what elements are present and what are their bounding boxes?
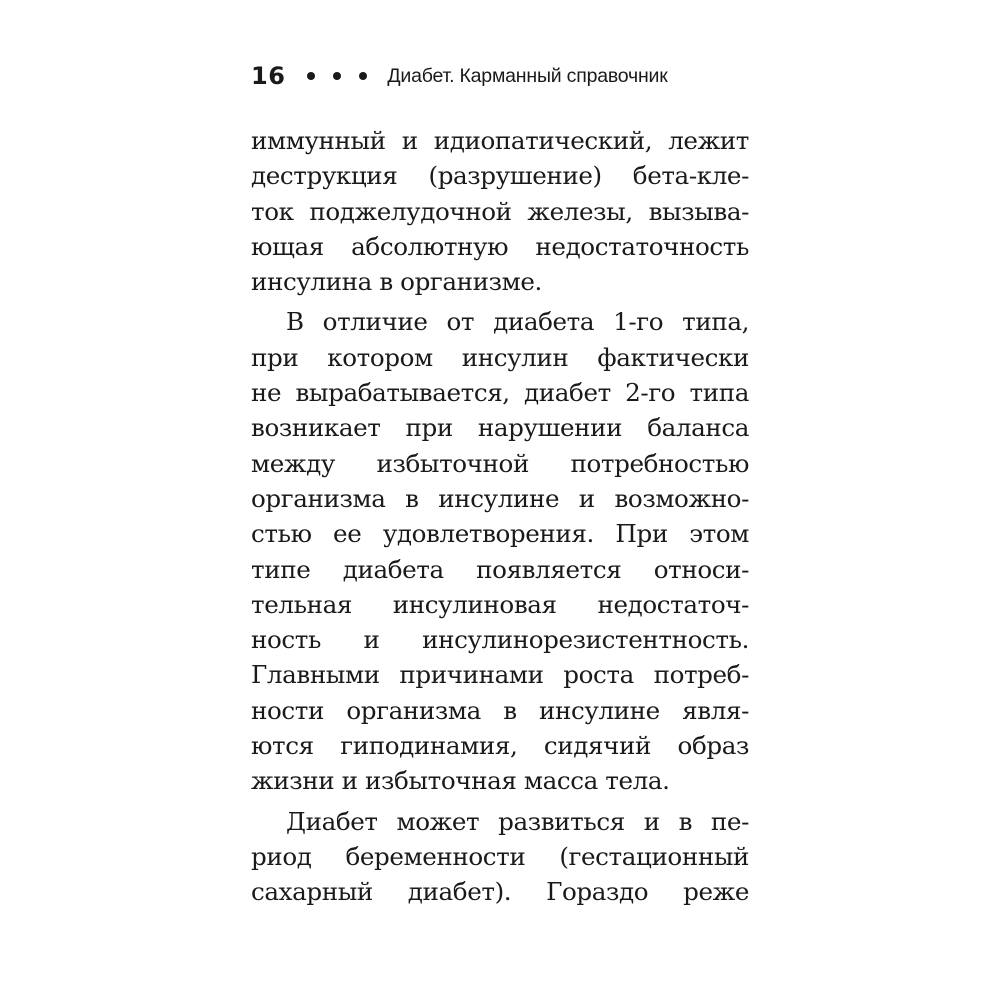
text-line: тельная инсулиновая недостаточ- [251, 589, 749, 619]
paragraph [251, 804, 749, 910]
text-line: типе диабета появляется относи- [251, 554, 749, 584]
text-line: деструкция (разрушение) бета-кле- [251, 161, 749, 191]
bullet-dot-icon [333, 72, 341, 80]
text-line: ности организма в инсулине явля- [251, 695, 749, 725]
header-dots [307, 72, 367, 80]
text-line: ность и инсулинорезистентность. [251, 625, 749, 655]
paragraph [251, 304, 749, 798]
text-line: возникает при нарушении баланса [251, 413, 749, 443]
text-line: Главными причинами роста потреб- [251, 660, 749, 690]
text-line: инсулина в организме. [251, 267, 542, 297]
page-number: 16 [251, 62, 286, 90]
text-line: риод беременности (гестационный [251, 841, 749, 871]
running-title: Диабет. Карманный справочник [387, 64, 668, 87]
body-text [251, 123, 749, 910]
bullet-dot-icon [307, 72, 315, 80]
text-line: В отличие от диабета 1-го типа, [286, 307, 749, 337]
running-head [251, 60, 668, 92]
text-line: не вырабатывается, диабет 2-го типа [251, 378, 749, 408]
text-line: между избыточной потребностью [251, 448, 749, 478]
text-line: иммунный и идиопатический, лежит [251, 126, 749, 155]
bullet-dot-icon [359, 72, 367, 80]
text-line: Диабет может развиться и в пе- [286, 806, 749, 836]
text-line: ток поджелудочной железы, вызыва- [251, 196, 749, 226]
paragraph [251, 123, 749, 299]
text-line: при котором инсулин фактически [251, 342, 749, 372]
text-line: ющая абсолютную недостаточность [251, 231, 749, 261]
text-line: жизни и избыточная масса тела. [251, 766, 670, 796]
text-line: организма в инсулине и возможно- [251, 483, 749, 513]
text-line: сахарный диабет). Гораздо реже [251, 877, 749, 907]
text-line: ются гиподинамия, сидячий образ [251, 731, 749, 761]
text-line: стью ее удовлетворения. При этом [251, 519, 749, 549]
